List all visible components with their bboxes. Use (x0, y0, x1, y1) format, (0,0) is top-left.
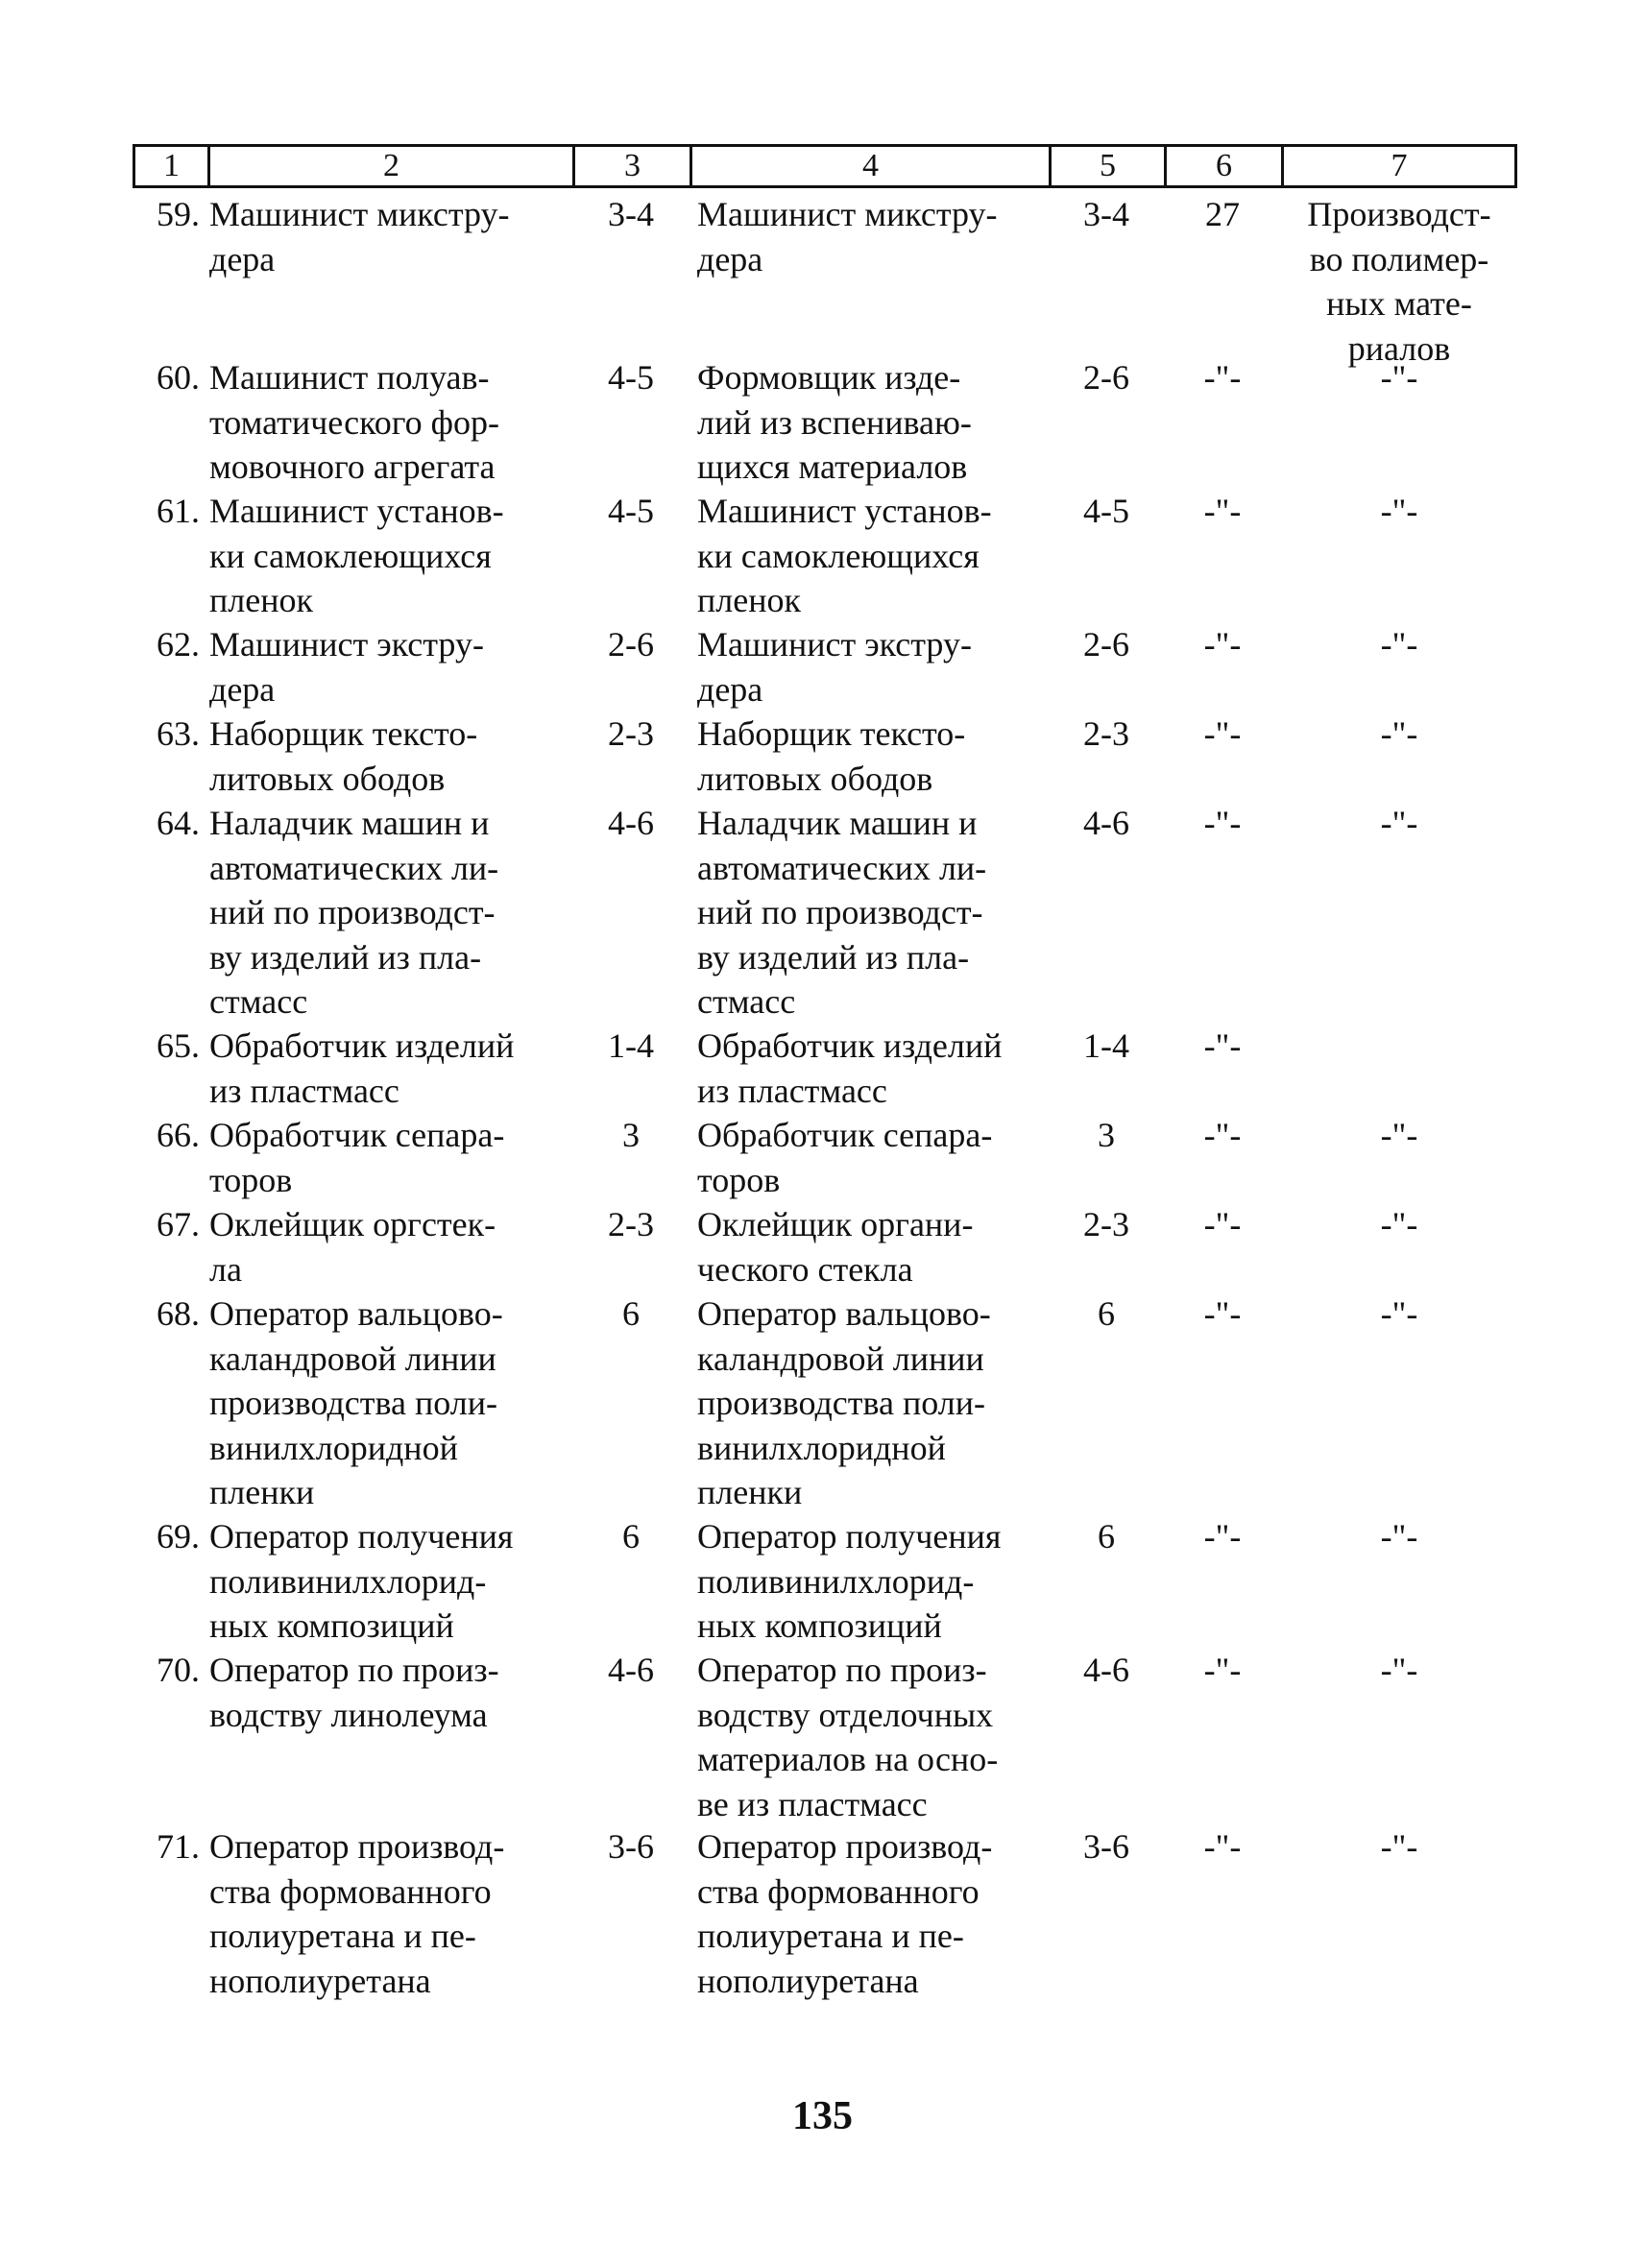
profession-name: Оклейщик оргстек- ла (209, 1205, 496, 1289)
profession-name: Наладчик машин и автоматических ли- ний по производст- ву изделий из пла- стмасс (209, 804, 499, 1021)
table-header-row (133, 144, 1517, 188)
grade-range: 2-6 (608, 625, 654, 664)
new-grade-range: 2-6 (1083, 358, 1129, 397)
issue-number: -"- (1203, 1827, 1242, 1866)
new-grade-range: 2-6 (1083, 625, 1129, 664)
industry-name: -"- (1380, 625, 1418, 664)
profession-name: Обработчик изделий из пластмасс (209, 1026, 515, 1110)
row-number: 62. (157, 625, 200, 664)
row-number: 61. (157, 492, 200, 530)
industry-name: -"- (1380, 1294, 1418, 1333)
profession-name: Оператор по произ- водству линолеума (209, 1651, 499, 1734)
new-grade-range: 4-5 (1083, 492, 1129, 530)
new-grade-range: 2-3 (1083, 1205, 1129, 1243)
grade-range: 4-6 (608, 1651, 654, 1689)
profession-name: Оператор производ- ства формованного полиуретана и пе- нополиуретана (209, 1827, 505, 2000)
table-row (133, 801, 1517, 1024)
page-number: 135 (792, 2094, 853, 2138)
grade-range: 4-5 (608, 492, 654, 530)
new-grade-range: 6 (1098, 1517, 1115, 1556)
header-col-1: 1 (135, 147, 210, 185)
row-number: 64. (157, 804, 200, 842)
row-number: 71. (157, 1827, 200, 1866)
industry-name: -"- (1380, 714, 1418, 753)
grade-range: 3 (622, 1116, 640, 1154)
new-profession-name: Машинист микстру- дера (697, 195, 998, 278)
row-number: 60. (157, 358, 200, 397)
table-row (133, 622, 1517, 712)
new-profession-name: Наладчик машин и автоматических ли- ний по производст- ву изделий из пла- стмасс (697, 804, 987, 1021)
grade-range: 1-4 (608, 1026, 654, 1065)
table-row (133, 355, 1517, 489)
row-number: 59. (157, 195, 200, 233)
table-row (133, 1291, 1517, 1514)
issue-number: -"- (1203, 804, 1242, 842)
industry-name: -"- (1380, 804, 1418, 842)
profession-name: Оператор получения поливинилхлорид- ных композиций (209, 1517, 514, 1645)
issue-number: -"- (1203, 714, 1242, 753)
new-profession-name: Оператор получения поливинилхлорид- ных композиций (697, 1517, 1002, 1645)
profession-name: Машинист полуав- томатического фор- мовочного агрегата (209, 358, 499, 486)
row-number: 67. (157, 1205, 200, 1243)
profession-name: Обработчик сепара- торов (209, 1116, 505, 1199)
grade-range: 4-6 (608, 804, 654, 842)
table-row (133, 1024, 1517, 1113)
row-number: 65. (157, 1026, 200, 1065)
new-grade-range: 4-6 (1083, 804, 1129, 842)
issue-number: -"- (1203, 625, 1242, 664)
grade-range: 3-4 (608, 195, 654, 233)
new-profession-name: Наборщик тексто- литовых ободов (697, 714, 966, 798)
new-grade-range: 4-6 (1083, 1651, 1129, 1689)
issue-number: -"- (1203, 358, 1242, 397)
profession-name: Наборщик тексто- литовых ободов (209, 714, 478, 798)
profession-name: Машинист экстру- дера (209, 625, 484, 709)
issue-number: 27 (1205, 195, 1240, 233)
row-number: 70. (157, 1651, 200, 1689)
issue-number: -"- (1203, 1651, 1242, 1689)
header-col-5: 5 (1052, 147, 1167, 185)
new-profession-name: Оператор по произ- водству отделочных материалов на осно- ве из пластмасс (697, 1651, 999, 1823)
issue-number: -"- (1203, 1116, 1242, 1154)
new-profession-name: Машинист установ- ки самоклеющихся пленок (697, 492, 992, 619)
new-grade-range: 3-4 (1083, 195, 1129, 233)
header-col-4: 4 (692, 147, 1052, 185)
profession-name: Машинист микстру- дера (209, 195, 510, 278)
new-grade-range: 3-6 (1083, 1827, 1129, 1866)
industry-name: -"- (1380, 1651, 1418, 1689)
industry-name: -"- (1380, 1205, 1418, 1243)
new-grade-range: 2-3 (1083, 714, 1129, 753)
row-number: 69. (157, 1517, 200, 1556)
industry-name: -"- (1380, 492, 1418, 530)
industry-name (1281, 1024, 1517, 1113)
industry-name: Производст- во полимер- ных мате- риалов (1307, 195, 1491, 368)
table-row (133, 1202, 1517, 1291)
new-profession-name: Оклейщик органи- ческого стекла (697, 1205, 974, 1289)
grade-range: 6 (622, 1517, 640, 1556)
issue-number: -"- (1203, 1026, 1242, 1065)
grade-range: 2-3 (608, 714, 654, 753)
table-row (133, 1824, 1517, 2007)
issue-number: -"- (1203, 1517, 1242, 1556)
row-number: 63. (157, 714, 200, 753)
new-grade-range: 6 (1098, 1294, 1115, 1333)
header-col-6: 6 (1167, 147, 1284, 185)
table-row (133, 1514, 1517, 1648)
new-profession-name: Формовщик изде- лий из вспениваю- щихся материалов (697, 358, 972, 486)
row-number: 68. (157, 1294, 200, 1333)
grade-range: 3-6 (608, 1827, 654, 1866)
table-row (133, 489, 1517, 622)
new-profession-name: Оператор производ- ства формованного полиуретана и пе- нополиуретана (697, 1827, 993, 2000)
industry-name: -"- (1380, 358, 1418, 397)
table-row (133, 192, 1517, 368)
new-profession-name: Обработчик изделий из пластмасс (697, 1026, 1003, 1110)
header-col-2: 2 (210, 147, 575, 185)
new-profession-name: Машинист экстру- дера (697, 625, 972, 709)
grade-range: 6 (622, 1294, 640, 1333)
grade-range: 2-3 (608, 1205, 654, 1243)
new-grade-range: 3 (1098, 1116, 1115, 1154)
issue-number: -"- (1203, 1205, 1242, 1243)
profession-name: Машинист установ- ки самоклеющихся пленок (209, 492, 504, 619)
header-col-7: 7 (1391, 148, 1408, 183)
grade-range: 4-5 (608, 358, 654, 397)
industry-name: -"- (1380, 1116, 1418, 1154)
new-profession-name: Оператор вальцово- каландровой линии производства поли- винилхлоридной пленки (697, 1294, 991, 1511)
profession-name: Оператор вальцово- каландровой линии производства поли- винилхлоридной пленки (209, 1294, 503, 1511)
industry-name: -"- (1380, 1517, 1418, 1556)
table-row (133, 1648, 1517, 1824)
industry-name: -"- (1380, 1827, 1418, 1866)
table-row (133, 712, 1517, 801)
new-grade-range: 1-4 (1083, 1026, 1129, 1065)
new-profession-name: Обработчик сепара- торов (697, 1116, 993, 1199)
issue-number: -"- (1203, 492, 1242, 530)
header-col-3: 3 (575, 147, 692, 185)
row-number: 66. (157, 1116, 200, 1154)
table-body (133, 192, 1517, 2007)
table-row (133, 1113, 1517, 1202)
issue-number: -"- (1203, 1294, 1242, 1333)
